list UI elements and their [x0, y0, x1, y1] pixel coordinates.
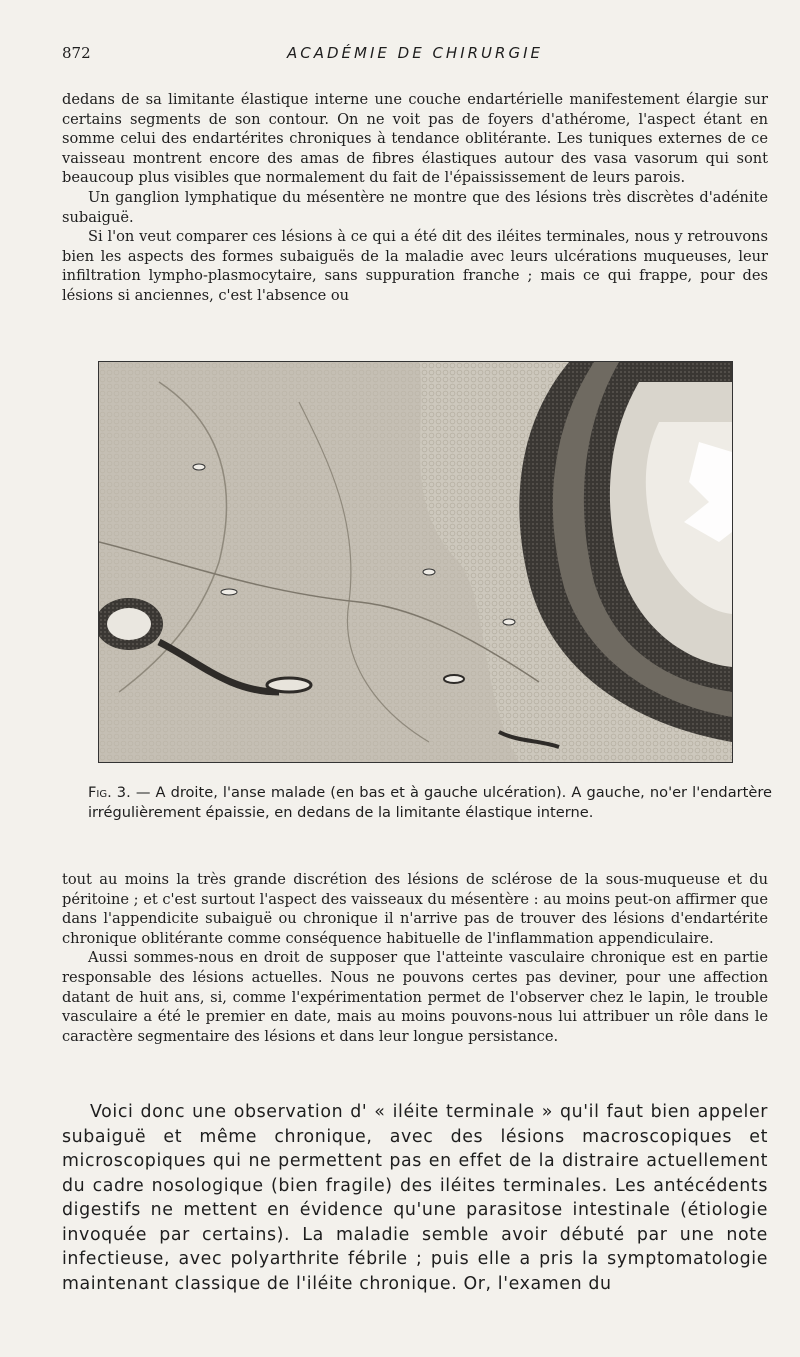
paragraph: Aussi sommes-nous en droit de supposer que l'atteinte vasculaire chronique est en partie responsable des lésions actuelles. Nous ne pouvons certes pas deviner, pour une affection datant de huit ans, si, comme l'expérimentation permet de l'observer chez le lapin, le trouble vasculaire a été le premier en date, mais au moins pouvons-nous lui attribuer un rôle dans le caractère segmentaire des lésions et dans leur longue persistance.	[62, 949, 768, 1045]
bottom-text-block	[62, 1100, 768, 1296]
figure-caption-text: — A droite, l'anse malade (en bas et à gauche ulcération). A gauche, no'er l'endartère irrégulièrement épaissie, en dedans de la limitante élastique interne.	[88, 784, 772, 821]
paragraph: tout au moins la très grande discrétion des lésions de sclérose de la sous-muqueuse et du péritoine ; et c'est surtout l'aspect des vaisseaux du mésentère : au moins peut-on affirmer que dans l'appendicite subaiguë ou chronique il n'arrive pas de trouver des lésions d'endartérite chronique oblitérante comme conséquence habituelle de l'inflammation appendiculaire.	[62, 871, 768, 947]
middle-text-block	[62, 870, 768, 1046]
figure-caption	[88, 783, 772, 823]
figure-micrograph	[98, 361, 733, 763]
page-header	[62, 44, 768, 68]
paragraph: Un ganglion lymphatique du mésentère ne montre que des lésions très discrètes d'adénite subaiguë.	[62, 188, 768, 226]
running-title: ACADÉMIE DE CHIRURGIE	[287, 44, 543, 62]
top-text-block	[62, 90, 768, 306]
paragraph: dedans de sa limitante élastique interne une couche endartérielle manifestement élargie sur certains segments de son contour. On ne voit pas de foyers d'athérome, l'aspect étant en somme celui des endartérites chroniques à tendance oblitérante. Les tuniques externes de ce vaisseau montrent encore des amas de fibres élastiques autour des vasa vasorum qui sont beaucoup plus visibles que normalement du fait de l'épaississement de leurs parois.	[62, 91, 768, 187]
paragraph: Voici donc une observation d' « iléite terminale » qu'il faut bien appeler subaiguë et même chronique, avec des lésions macroscopiques et microscopiques qui ne permettent pas en effet de la distraire actuellement du cadre nosologique (bien fragile) des iléites terminales. Les antécédents digestifs ne mettent en évidence qu'une parasitose intestinale (étiologie invoquée par certains). La maladie semble avoir débuté par une note infectieuse, avec polyarthrite fébrile ; puis elle a pris la symptomatologie maintenant classique de l'iléite chronique. Or, l'examen du	[62, 1102, 768, 1294]
micrograph-image	[99, 362, 732, 762]
paragraph: Si l'on veut comparer ces lésions à ce qui a été dit des iléites terminales, nous y retrouvons bien les aspects des formes subaiguës de la maladie avec leurs ulcérations muqueuses, leur infiltration lympho-plasmocytaire, sans suppuration franche ; mais ce qui frappe, pour des lésions si anciennes, c'est l'absence ou	[62, 228, 768, 304]
page-number: 872	[62, 44, 91, 62]
figure-label: Fig. 3.	[88, 784, 131, 801]
